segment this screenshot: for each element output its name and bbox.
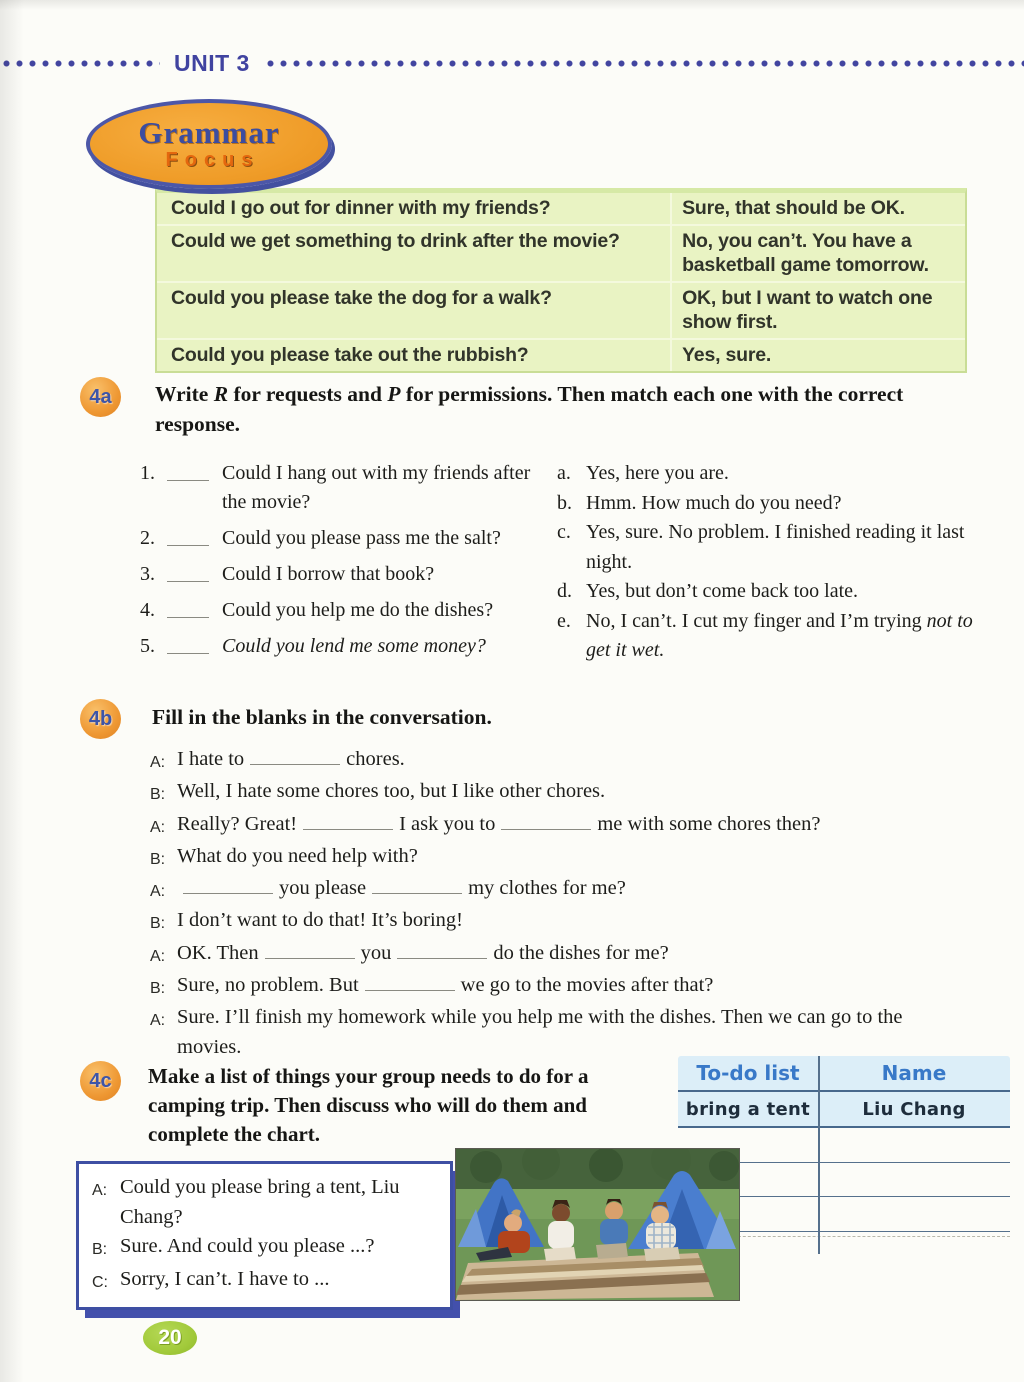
- dialogue-text: Sorry, I can’t. I have to ...: [120, 1267, 330, 1290]
- response-letter: a.: [557, 462, 571, 484]
- response-text: Yes, but don’t come back too late.: [586, 580, 859, 602]
- grammar-question: Could you please take out the rubbish?: [171, 344, 529, 366]
- speaker-label: B:: [150, 915, 166, 933]
- instruction-4a-part: for requests and: [228, 382, 388, 406]
- speaker-label: B:: [150, 786, 166, 804]
- conversation: [150, 745, 950, 1062]
- dialogue-line: [92, 1265, 444, 1298]
- grammar-answer: OK, but I want to watch one show first.: [670, 283, 965, 338]
- grammar-question: Could I go out for dinner with my friends?: [171, 197, 551, 219]
- conversation-line: [150, 842, 950, 874]
- match-response-item: [557, 489, 977, 519]
- todo-item-cell: bring a tent: [685, 1098, 811, 1120]
- response-text: Hmm. How much do you need?: [586, 491, 842, 514]
- instruction-4a-part: R: [213, 382, 229, 406]
- speaker-label: A:: [150, 947, 166, 965]
- grammar-focus-title-line2: Focus: [165, 148, 260, 171]
- todo-table-header-name: Name: [881, 1061, 947, 1085]
- conversation-text: Sure, no problem. But we go to the movies after that?: [177, 974, 714, 997]
- fill-in-blank: [365, 973, 455, 991]
- match-question-item: [140, 459, 548, 517]
- speaker-label: A:: [150, 1012, 166, 1030]
- match-question-item: [140, 596, 548, 625]
- conversation-text: I hate to chores.: [177, 748, 405, 770]
- speaker-label: A:: [150, 883, 166, 901]
- conversation-text: OK. Then you do the dishes for me?: [177, 941, 669, 964]
- match-response-item: [557, 607, 977, 666]
- conversation-line: [150, 745, 950, 777]
- dialogue-speaker-label: B:: [92, 1241, 108, 1258]
- camping-scene-illustration: [456, 1149, 739, 1300]
- todo-table-row: [678, 1092, 1010, 1128]
- dialogue-box: [76, 1161, 453, 1310]
- match-question-item: [140, 632, 548, 661]
- dialogue-box-lines: [92, 1173, 444, 1297]
- conversation-text: Well, I hate some chores too, but I like other chores.: [177, 780, 606, 803]
- conversation-text: Sure. I’ll finish my homework while you help me with the dishes. Then we can go to the movies.: [177, 1006, 903, 1058]
- dotted-rule-left: [0, 59, 160, 68]
- response-letter: e.: [557, 609, 571, 632]
- grammar-table-row: [157, 226, 965, 283]
- question-number: 5.: [140, 635, 155, 657]
- speaker-label: B:: [150, 980, 166, 998]
- match-question-item: [140, 560, 548, 589]
- fill-in-blank: [397, 941, 487, 959]
- response-text: Yes, here you are.: [586, 462, 729, 484]
- grammar-question: Could we get something to drink after the movie?: [171, 230, 620, 252]
- fill-in-blank: [183, 876, 273, 894]
- unit-title: UNIT 3: [174, 49, 250, 76]
- todo-table-header-row: [678, 1056, 1010, 1092]
- dialogue-speaker-label: C:: [92, 1273, 108, 1291]
- dialogue-line: [92, 1173, 444, 1232]
- match-response-item: [557, 577, 977, 607]
- section-4c-badge: 4c: [80, 1061, 121, 1101]
- conversation-line: [150, 971, 950, 1003]
- speaker-label: A:: [150, 754, 166, 771]
- conversation-line: [150, 1003, 950, 1062]
- answer-blank: [167, 596, 209, 618]
- grammar-table-row: [157, 193, 965, 226]
- instruction-4a-part: P: [387, 382, 401, 406]
- grammar-table-row: [157, 283, 965, 340]
- match-response-item: [557, 459, 977, 489]
- fill-in-blank: [303, 812, 393, 830]
- response-text-italic: not to get it wet.: [586, 609, 973, 661]
- dotted-rule-right: [264, 59, 1024, 68]
- fill-in-blank: [372, 876, 462, 894]
- grammar-answer: Sure, that should be OK.: [670, 193, 965, 224]
- conversation-line: [150, 777, 950, 809]
- conversation-text: What do you need help with?: [177, 844, 418, 867]
- response-letter: c.: [557, 521, 571, 543]
- grammar-focus-title-line1: Grammar: [138, 114, 280, 150]
- match-response-item: [557, 518, 977, 577]
- grammar-question: Could you please take the dog for a walk?: [171, 287, 552, 309]
- response-letter: b.: [557, 491, 572, 514]
- conversation-text: Really? Great! I ask you to me with some chores then?: [177, 812, 821, 835]
- instruction-4c: Make a list of things your group needs to do for a camping trip. Then discuss who will do them and complete the chart.: [148, 1064, 589, 1146]
- match-responses: [557, 459, 977, 666]
- answer-blank: [167, 632, 209, 654]
- todo-table-column-divider: [818, 1056, 820, 1254]
- answer-blank: [167, 459, 209, 481]
- section-4b-badge: 4b: [80, 699, 121, 739]
- camping-photo: [455, 1148, 740, 1301]
- conversation-text: I don’t want to do that! It’s boring!: [177, 909, 464, 932]
- response-text: No, I can’t. I cut my finger and I’m trying not to get it wet.: [586, 609, 973, 661]
- question-text: Could I hang out with my friends after the movie?: [222, 462, 531, 513]
- match-question-item: [140, 524, 548, 553]
- question-number: 2.: [140, 527, 155, 549]
- dialogue-text: Could you please bring a tent, Liu Chang?: [120, 1176, 400, 1228]
- match-questions: [140, 459, 548, 668]
- question-text: Could you help me do the dishes?: [222, 599, 494, 621]
- instruction-4a-part: Write: [155, 382, 214, 406]
- dialogue-line: [92, 1232, 444, 1265]
- instruction-4a-part: for permissions. Then match each one with the correct response.: [155, 382, 904, 436]
- fill-in-blank: [265, 941, 355, 959]
- response-text: Yes, sure. No problem. I finished reading it last night.: [586, 521, 965, 573]
- answer-blank: [167, 524, 209, 546]
- fill-in-blank: [501, 812, 591, 830]
- fill-in-blank: [250, 747, 340, 765]
- conversation-line: [150, 810, 950, 842]
- question-number: 1.: [140, 462, 155, 484]
- question-number: 4.: [140, 599, 155, 621]
- dialogue-speaker-label: A:: [92, 1182, 108, 1199]
- todo-table-header-list: To-do list: [696, 1061, 800, 1085]
- question-number: 3.: [140, 563, 155, 585]
- conversation-line: [150, 874, 950, 906]
- unit-header: [0, 49, 1024, 76]
- instruction-4b: Fill in the blanks in the conversation.: [152, 705, 492, 729]
- grammar-answer: No, you can’t. You have a basketball game tomorrow.: [670, 226, 965, 281]
- speaker-label: B:: [150, 850, 166, 868]
- dialogue-text: Sure. And could you please ...?: [120, 1235, 375, 1257]
- page-number: 20: [143, 1321, 197, 1355]
- speaker-label: A:: [150, 818, 166, 836]
- grammar-table-row: [157, 340, 965, 371]
- question-text: Could you please pass me the salt?: [222, 527, 501, 549]
- grammar-focus-badge: [86, 99, 332, 189]
- grammar-answer: Yes, sure.: [670, 340, 965, 371]
- conversation-text: you please my clothes for me?: [177, 874, 950, 906]
- conversation-line: [150, 906, 950, 938]
- todo-name-cell: Liu Chang: [862, 1098, 966, 1120]
- question-text: Could I borrow that book?: [222, 563, 435, 585]
- response-letter: d.: [557, 580, 572, 602]
- conversation-line: [150, 939, 950, 971]
- grammar-focus-table: [155, 188, 967, 373]
- instruction-4a: [155, 380, 950, 439]
- question-text: Could you lend me some money?: [222, 635, 486, 657]
- section-4a-badge: 4a: [80, 377, 121, 417]
- answer-blank: [167, 560, 209, 582]
